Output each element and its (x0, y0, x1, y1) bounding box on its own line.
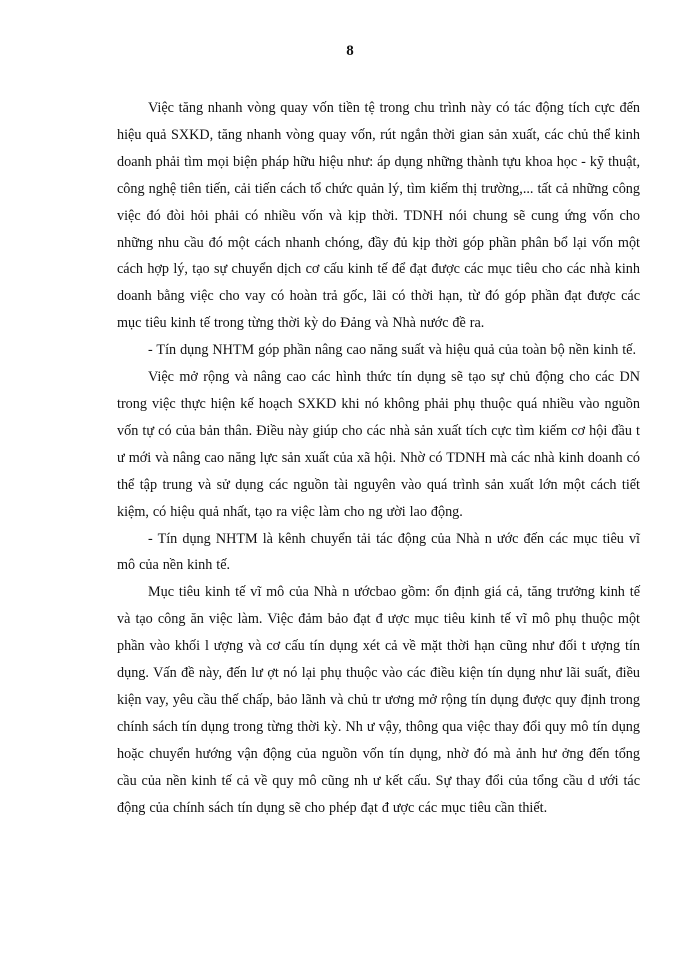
paragraph-credit-expansion: Việc mở rộng và nâng cao các hình thức tín dụng sẽ tạo sự chủ động cho các DN trong việc thực hiện kế hoạch SXKD khi nó không phải phụ thuộc quá nhiều vào nguồn vốn tự có của bản thân. Điều này giúp cho các nhà sản xuất tích cực tìm kiếm cơ hội đầu t ư mới và nâng cao năng lực sản xuất của xã hội. Nhờ có TDNH mà các nhà kinh doanh có thể tập trung và sử dụng các nguồn tài nguyên vào quá trình sản xuất lớn một cách tiết kiệm, có hiệu quả nhất, tạo ra việc làm cho ng ười lao động. (117, 369, 640, 520)
paragraph-heading-macro-channel: - Tín dụng NHTM là kênh chuyển tải tác động của Nhà n ước đến các mục tiêu vĩ mô của nền kinh tế. (117, 530, 640, 574)
paragraph-credit-capital-turnover: Việc tăng nhanh vòng quay vốn tiền tệ trong chu trình này có tác động tích cực đến hiệu quả SXKD, tăng nhanh vòng quay vốn, rút ngắn thời gian sản xuất, các chủ thể kinh doanh phải tìm mọi biện pháp hữu hiệu như: áp dụng những thành tựu khoa học - kỹ thuật, công nghệ tiên tiến, cải tiến cách tổ chức quản lý, tìm kiếm thị trường,... tất cả những công việc đó đòi hỏi phải có nhiều vốn và kịp thời. TDNH nói chung sẽ cung ứng vốn cho những nhu cầu đó một cách nhanh chóng, đầy đủ kịp thời góp phần phân bổ lại vốn một cách hợp lý, tạo sự chuyển dịch cơ cấu kinh tế để đạt được các mục tiêu cho các nhà kinh doanh bằng việc cho vay có hoàn trả gốc, lãi có thời hạn, từ đó góp phần đạt được các mục tiêu kinh tế trong từng thời kỳ do Đảng và Nhà nước đề ra. (117, 100, 640, 332)
paragraph-macro-objectives: Mục tiêu kinh tế vĩ mô của Nhà n ướcbao gồm: ổn định giá cả, tăng trưởng kinh tế và tạo công ăn việc làm. Việc đảm bảo đạt đ ược mục tiêu kinh tế vĩ mô phụ thuộc một phần vào khối l ượng và cơ cấu tín dụng xét cả về mặt thời hạn cũng như đối t ượng tín dụng. Vấn đề này, đến lư ợt nó lại phụ thuộc vào các điều kiện tín dụng như lãi suất, điều kiện vay, yêu cầu thế chấp, bảo lãnh và chủ tr ương mở rộng tín dụng được quy định trong chính sách tín dụng trong từng thời kỳ. Nh ư vậy, thông qua việc thay đổi quy mô tín dụng hoặc chuyển hướng vận động của nguồn vốn tín dụng, nhờ đó mà ảnh hư ởng đến tổng cầu của nền kinh tế cả về quy mô cũng nh ư kết cấu. Sự thay đổi của tổng cầu d ưới tác động của chính sách tín dụng sẽ cho phép đạt đ ược các mục tiêu cần thiết. (117, 584, 640, 816)
paragraph-heading-productivity: - Tín dụng NHTM góp phần nâng cao năng suất và hiệu quả của toàn bộ nền kinh tế. (148, 342, 637, 359)
body-text (117, 95, 640, 821)
page-number: 8 (346, 43, 354, 59)
